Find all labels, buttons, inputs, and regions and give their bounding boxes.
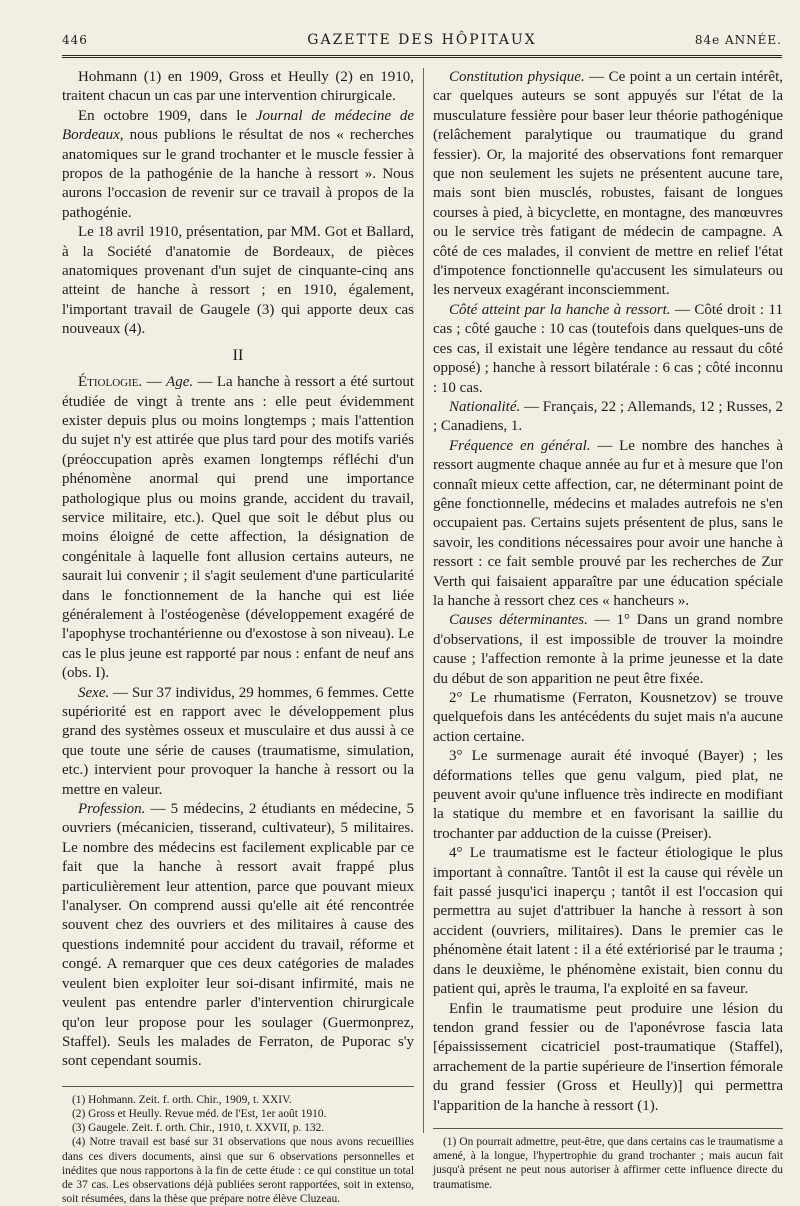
page-header — [62, 30, 782, 52]
text-run: nous publions le résultat de nos « recherches anatomiques sur le grand trochanter et le muscle fessier à propos de la pathogénie de la hanche à ressort ». Nous aurons l'occasion de revenir sur ce travail à propos de la pathogénie. — [62, 127, 414, 221]
footnote: (1) Hohmann. Zeit. f. orth. Chir., 1909, t. XXIV. — [72, 1093, 292, 1106]
subheading: Constitution physique. — [449, 69, 585, 85]
footnote-rule — [62, 1086, 414, 1087]
paragraph — [433, 398, 783, 437]
subheading: Sexe. — [78, 684, 110, 701]
paragraph — [62, 373, 414, 684]
text-run: — Le nombre des hanches à ressort augmente chaque année au fur et à mesure que l'on connaît mieux cette affection, car, ne déterminant point de gêne fonctionnelle, médecins et malades autrefois ne s'en occupaient pas. Certains sujets présentent de plus, sans le savoir, les conditions nécessaires pour avoir une hanche à ressort : ce fait semble prouvé par les recherches de Zur Verth qui faisaient apparaître par une éducation spéciale la hanche à ressort chez ces « hancheurs ». — [433, 437, 784, 609]
subheading: Causes déterminantes. — [449, 612, 588, 629]
paragraph: Le 18 avril 1910, présentation, par MM. Got et Ballard, à la Société d'anatomie de Bordeaux, de pièces anatomiques provenant d'un sujet de cinquante-cinq ans atteint de hanche à ressort ; en 1910, également, l'important travail de Gaugele (3) qui apporte deux cas nouveaux (4). — [62, 224, 414, 338]
section-heading: Étiologie. — [78, 374, 143, 391]
text-run: — — [142, 374, 167, 391]
footnote-rule — [433, 1128, 783, 1129]
paragraph: Hohmann (1) en 1909, Gross et Heully (2) en 1910, traitent chacun un cas par une intervention chirurgicale. — [62, 69, 414, 105]
text-run: — Ce point a un certain intérêt, car quelques auteurs se sont appuyés sur l'état de la musculature fessière pour baser leur théorie pathogénique (relâchement paralytique ou traumatique du grand fessier). Or, la majorité des observations font remarquer que non seulement les sujets ne présentent aucune tare, mais sont bien musclés, robustes, faisant de longues courses à pied, à bicyclette, en montagne, des manœuvres ou le service très fatigant de médecin de campagne. A côté de ces malades, il convient de mettre en relief l'état d'impotence fonctionnelle qu'accusent les simulateurs ou les nerveux exagérant inconsciemment. — [433, 69, 783, 299]
journal-citation: Journal de médecine de Bordeaux, — [62, 107, 415, 144]
text-run: En octobre 1909, dans le — [78, 107, 256, 124]
footnotes — [62, 1093, 414, 1206]
paragraph — [433, 301, 783, 398]
paragraph — [433, 611, 783, 689]
footnotes — [433, 1135, 783, 1192]
column-divider — [423, 68, 424, 1133]
journal-title: GAZETTE DES HÔPITAUX — [307, 32, 537, 48]
paragraph — [62, 107, 414, 223]
subheading: Côté atteint par la hanche à ressort. — [449, 301, 671, 318]
header-rule — [62, 55, 782, 58]
text-run: — Français, 22 ; Allemands, 12 ; Russes, 2 ; Canadiens, 1. — [433, 398, 783, 435]
right-column — [433, 68, 783, 1192]
paragraph: 4° Le traumatisme est le facteur étiologique le plus important à connaître. Tantôt il est la cause qui révèle un fait passé jusqu'ici inaperçu ; tantôt il est l'occasion qui permettra au sujet d'attribuer la hanche à ressort à son accident (ouvriers, militaires). Dans le premier cas le phénomène était latent : il a été extériorisé par le trauma ; dans le deuxième, le phénomène existait, bien connu du patient qui, après le trauma, l'a exploité en sa faveur. — [433, 845, 783, 998]
footnote: (3) Gaugele. Zeit. f. orth. Chir., 1910, t. XXVII, p. 132. — [72, 1122, 325, 1135]
paragraph — [62, 684, 414, 800]
text-run: — La hanche à ressort a été surtout étudiée de vingt à trente ans : elle peut évidemment exister depuis plus ou moins longtemps ; mais l'attention du sujet n'y est attirée que plus tard pour des motifs variés (préoccupation après examen longtemps réfléchi d'un phénomène anormal qui prend une importance pathologique plus ou moins grande, accident du travail, service militaire, etc.). Quel que soit le début plus ou moins éloigné de cette affection, la désignation de congénitale à laquelle font allusion certains auteurs, ne saurait lui convenir ; il s'agit seulement d'une particularité dans le fonctionnement de la hanche qui est liée généralement à l'ostéogenèse (développement exagéré de l'apophyse trochantérienne ou d'exostose à son niveau). Le cas le plus jeune est rapporté par nous : enfant de neuf ans (obs. I). — [62, 374, 415, 682]
footnote: (2) Gross et Heully. Revue méd. de l'Est, 1er août 1910. — [72, 1107, 327, 1120]
section-number: II — [232, 346, 244, 364]
paragraph: Enfin le traumatisme peut produire une lésion du tendon grand fessier ou de l'aponévrose fascia lata [épaississement cicatriciel post-traumatique (Staffel), arrachement de la partie supérieure de l'insertion fémorale du grand fessier (Gross et Heully)] qui permettra l'apparition de la hanche à ressort (1). — [433, 1000, 783, 1114]
text-run: — 5 médecins, 2 étudiants en médecine, 5 ouvriers (mécanicien, tisserand, cultivateur), 5 militaires. Le nombre des médecins est facilement explicable par ce fait que la hanche à ressort avait frappé plus particulièrement leur attention, parce que pouvant mieux l'analyser. On comprend aussi qu'elle ait été rencontrée souvent chez des ouvriers et des militaires à cause des questions indemnité pour accident du travail, réforme et congé. A remarquer que ces deux catégories de malades veulent bien exploiter leur soi-disant infirmité, mais ne veulent pas entendre parler d'intervention chirurgicale qu'on leur propose pour les soulager (Guermonprez, Staffel). Seuls les malades de Ferraton, de Puporac s'y sont cependant soumis. — [62, 801, 414, 1070]
paragraph: 3° Le surmenage aurait été invoqué (Bayer) ; les déformations telles que genu valgum, pied plat, ne peuvent avoir qu'une influence très indirecte en modifiant la statique du membre et en favorisant la saillie du trochanter par adduction de la cuisse (Preiser). — [433, 748, 783, 842]
left-column — [62, 68, 414, 1206]
paragraph: 2° Le rhumatisme (Ferraton, Kousnetzov) se trouve quelquefois dans les antécédents du sujet mais n'a aucune action certaine. — [433, 690, 783, 745]
page-number: 446 — [62, 33, 88, 47]
text-run: — Côté droit : 11 cas ; côté gauche : 10 cas (toutefois dans quelques-uns de ces cas, il existait une légère tendance au ressaut du côté opposé) ; hanche à ressort bilatérale : 6 cas ; côté inconnu : 10 cas. — [433, 301, 783, 396]
subheading: Nationalité. — [449, 398, 521, 415]
text-run: — Sur 37 individus, 29 hommes, 6 femmes. Cette supériorité est en rapport avec le développement plus grand des systèmes osseux et musculaire et dus aussi à ce que toute une série de causes (traumatisme, simulation, etc.) intervient pour provoquer la hanche à ressort ou la mettre en valeur. — [62, 684, 414, 798]
footnote: (1) On pourrait admettre, peut-être, que dans certains cas le traumatisme a amené, à la longue, l'hypertrophie du grand trochanter ; mais aucun fait jusqu'à présent ne peut nous autoriser à affirmer cette influence directe du traumatisme. — [433, 1135, 783, 1191]
subheading: Age. — [166, 374, 194, 391]
footnote: (4) Notre travail est basé sur 31 observations que nous avons recueillies dans ces divers documents, ainsi que sur 6 observations personnelles et inédites que nous rapportons à la fin de cette étude : ce qui constitue un total de 37 cas. Les observations déjà publiées seront rapportées, soit in extenso, soit résumées, dans la thèse que prépare notre élève Cluzeau. — [62, 1136, 414, 1206]
subheading: Fréquence en général. — [449, 437, 591, 454]
paragraph — [433, 437, 783, 612]
subheading: Profession. — [78, 801, 146, 818]
text-run: — 1° Dans un grand nombre d'observations, il est impossible de trouver la moindre cause ; l'affection remonte à la prime jeunesse et la date du début de son apparition ne peut être fixée. — [433, 612, 783, 687]
journal-year: 84e ANNÉE. — [694, 33, 782, 47]
paragraph — [433, 68, 783, 301]
paragraph — [62, 800, 414, 1072]
